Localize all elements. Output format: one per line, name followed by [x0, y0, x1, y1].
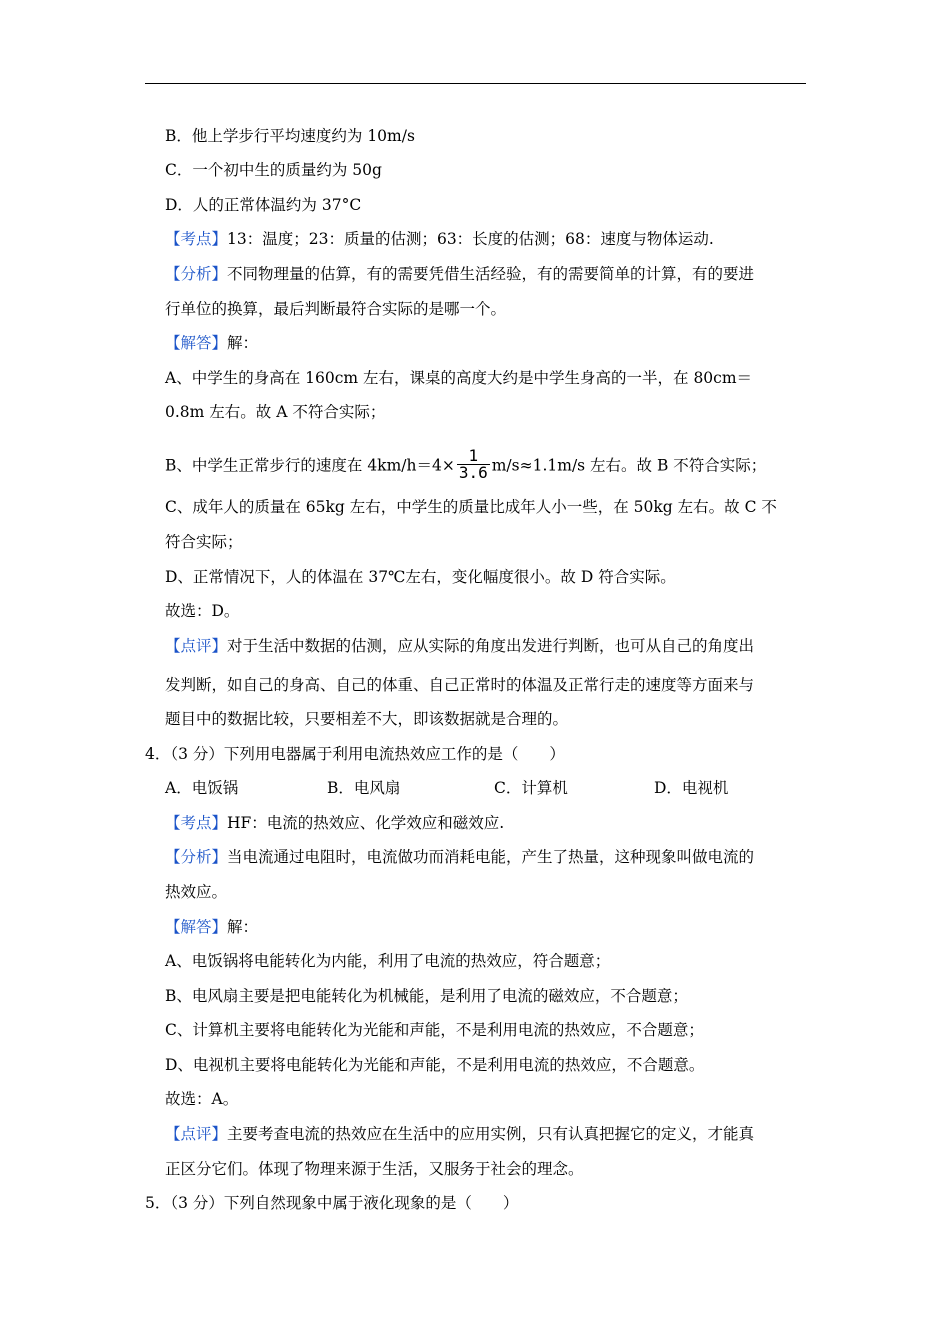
- q4-answer-a: A、电饭锅将电能转化为内能，利用了电流的热效应，符合题意；: [165, 952, 611, 970]
- q4-stem: 4．（3 分）下列用电器属于利用电流热效应工作的是（ ）: [145, 745, 565, 763]
- header-rule: [145, 83, 806, 84]
- q4-jieda: [165, 917, 258, 937]
- q3-option-c: C．一个初中生的质量约为 50g: [165, 161, 382, 179]
- fenxi-text: 不同物理量的估算，有的需要凭借生活经验，有的需要简单的计算，有的要进: [227, 265, 755, 283]
- jieda-text: 解：: [227, 918, 259, 936]
- q4-fenxi: [165, 847, 754, 867]
- q3-answer-c-1: C、成年人的质量在 65kg 左右，中学生的质量比成年人小一些，在 50kg 左右。故 C 不: [165, 498, 777, 516]
- q3-dianping-cont-2: 题目中的数据比较，只要相差不大，即该数据就是合理的。: [165, 710, 569, 728]
- fraction-numerator: 1: [468, 446, 479, 465]
- dianping-text: 对于生活中数据的估测，应从实际的角度出发进行判断，也可从自己的角度出: [227, 637, 755, 655]
- answer-b-pre: B、中学生正常步行的速度在 4km/h＝4×: [165, 456, 455, 475]
- kaodian-text: HF：电流的热效应、化学效应和磁效应.: [227, 814, 505, 832]
- q4-dianping: [165, 1124, 754, 1144]
- q4-option-b: B．电风扇: [327, 779, 401, 797]
- q4-option-a: A．电饭锅: [165, 779, 239, 797]
- answer-b-post: m/s≈1.1m/s 左右。故 B 不符合实际；: [491, 456, 767, 475]
- q3-answer-a-2: 0.8m 左右。故 A 不符合实际；: [165, 403, 386, 421]
- q3-answer-b: [165, 446, 767, 483]
- q3-answer-d: D、正常情况下，人的体温在 37℃左右，变化幅度很小。故 D 符合实际。: [165, 568, 676, 586]
- fraction: [457, 448, 490, 481]
- q3-jieda: [165, 333, 258, 353]
- q4-answer-d: D、电视机主要将电能转化为光能和声能，不是利用电流的热效应，不合题意。: [165, 1056, 705, 1074]
- fenxi-text: 当电流通过电阻时，电流做功而消耗电能，产生了热量，这种现象叫做电流的: [227, 848, 755, 866]
- q4-dianping-cont: 正区分它们。体现了物理来源于生活，又服务于社会的理念。: [165, 1160, 584, 1178]
- q3-answer-a-1: A、中学生的身高在 160cm 左右，课桌的高度大约是中学生身高的一半，在 80cm＝: [165, 369, 753, 387]
- q4-option-c: C．计算机: [494, 779, 568, 797]
- q4-choose: 故选：A。: [165, 1090, 239, 1108]
- q3-kaodian: [165, 229, 714, 249]
- q3-option-b: B．他上学步行平均速度约为 10m/s: [165, 127, 415, 145]
- fenxi-tag: 【分析】: [165, 265, 228, 283]
- dianping-tag: 【点评】: [165, 1125, 228, 1143]
- jieda-tag: 【解答】: [165, 918, 228, 936]
- fenxi-tag: 【分析】: [165, 848, 228, 866]
- q3-fenxi-cont: 行单位的换算，最后判断最符合实际的是哪一个。: [165, 300, 507, 318]
- q4-fenxi-cont: 热效应。: [165, 883, 228, 901]
- kaodian-text: 13：温度；23：质量的估测；63：长度的估测；68：速度与物体运动.: [227, 230, 714, 248]
- dianping-text: 主要考查电流的热效应在生活中的应用实例，只有认真把握它的定义，才能真: [227, 1125, 755, 1143]
- q3-fenxi: [165, 264, 754, 284]
- q4-answer-b: B、电风扇主要是把电能转化为机械能，是利用了电流的磁效应，不合题意；: [165, 987, 688, 1005]
- q4-answer-c: C、计算机主要将电能转化为光能和声能，不是利用电流的热效应，不合题意；: [165, 1021, 704, 1039]
- q3-dianping: [165, 636, 754, 656]
- kaodian-tag: 【考点】: [165, 814, 228, 832]
- q3-option-d: D．人的正常体温约为 37°C: [165, 196, 362, 214]
- q5-stem: 5．（3 分）下列自然现象中属于液化现象的是（ ）: [145, 1194, 519, 1212]
- fraction-denominator: 3.6: [458, 463, 488, 482]
- dianping-tag: 【点评】: [165, 637, 228, 655]
- q3-answer-c-2: 符合实际；: [165, 533, 243, 551]
- jieda-tag: 【解答】: [165, 334, 228, 352]
- q4-option-d: D．电视机: [654, 779, 729, 797]
- kaodian-tag: 【考点】: [165, 230, 228, 248]
- q3-choose: 故选：D。: [165, 602, 240, 620]
- jieda-text: 解：: [227, 334, 259, 352]
- q4-kaodian: [165, 813, 504, 833]
- q3-dianping-cont-1: 发判断，如自己的身高、自己的体重、自己正常时的体温及正常行走的速度等方面来与: [165, 676, 755, 694]
